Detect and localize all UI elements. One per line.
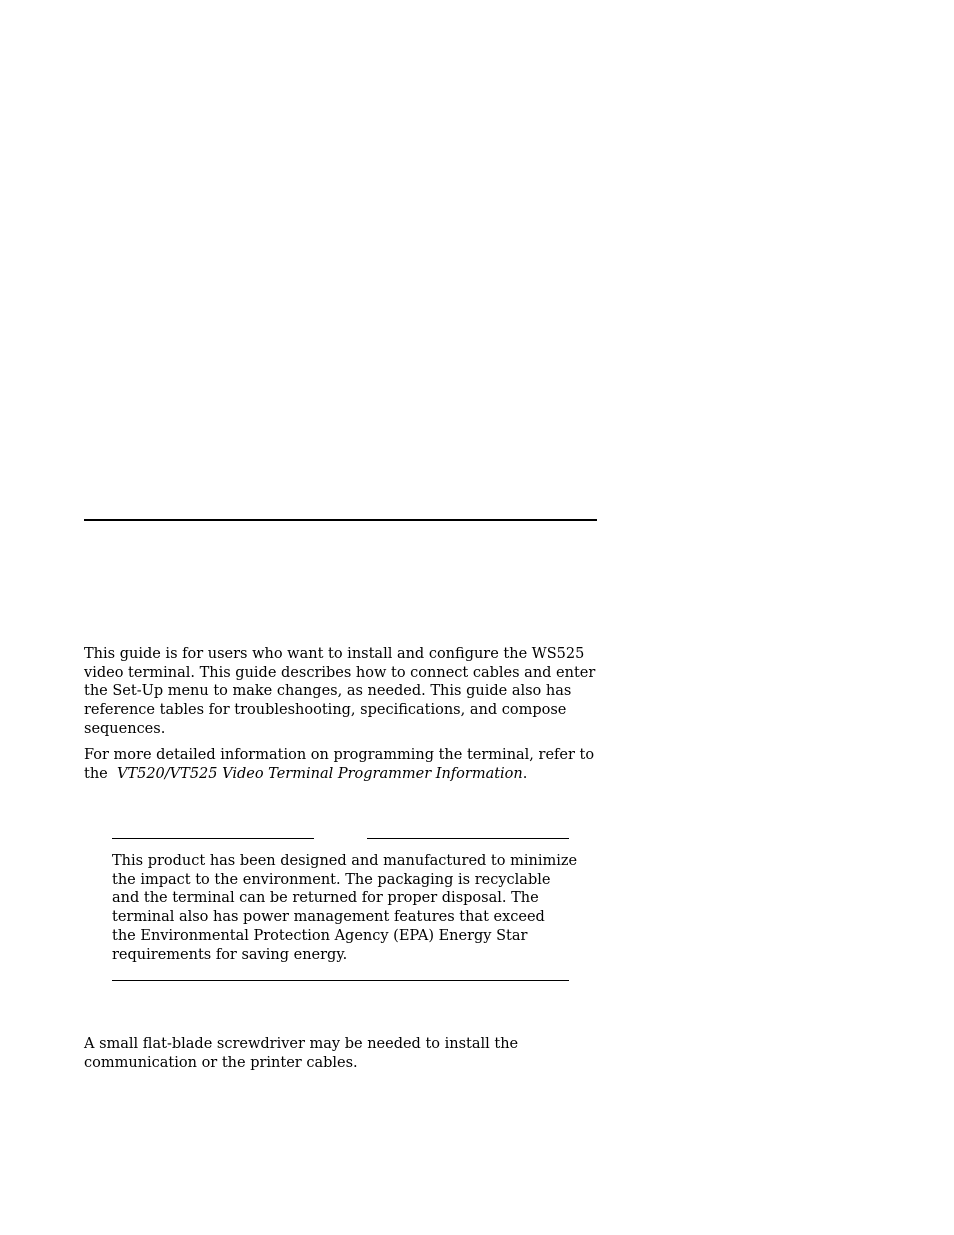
more-info-paragraph bbox=[84, 746, 624, 783]
note-line: and the terminal can be returned for proper disposal. The bbox=[112, 890, 539, 907]
more-info-suffix: . bbox=[522, 765, 528, 782]
note-line: the Environmental Protection Agency (EPA) Energy Star bbox=[112, 927, 528, 944]
note-line: the impact to the environment. The packaging is recyclable bbox=[112, 871, 551, 888]
more-info-prefix: the bbox=[84, 765, 113, 782]
tools-line: communication or the printer cables. bbox=[84, 1054, 358, 1071]
note-rule-bottom bbox=[112, 980, 569, 981]
note-paragraph bbox=[112, 852, 592, 964]
title-rule bbox=[84, 519, 597, 521]
more-info-line: For more detailed information on programming the terminal, refer to bbox=[84, 747, 595, 763]
more-info-line bbox=[84, 765, 624, 784]
intro-line: the Set-Up menu to make changes, as needed. This guide also has bbox=[84, 683, 572, 700]
note-line: terminal also has power management features that exceed bbox=[112, 909, 545, 926]
reference-title: VT520/VT525 Video Terminal Programmer Information bbox=[116, 765, 523, 782]
note-line: requirements for saving energy. bbox=[112, 946, 348, 963]
tools-paragraph bbox=[84, 1035, 624, 1072]
note-rule-left bbox=[112, 838, 314, 839]
note-line: This product has been designed and manufactured to minimize bbox=[112, 853, 578, 869]
intro-line: reference tables for troubleshooting, specifications, and compose bbox=[84, 702, 567, 719]
intro-line: video terminal. This guide describes how to connect cables and enter bbox=[84, 664, 596, 681]
tools-line: A small flat-blade screwdriver may be needed to install the bbox=[84, 1036, 519, 1052]
note-rule-right bbox=[367, 838, 569, 839]
intro-line: This guide is for users who want to install and configure the WS525 bbox=[84, 646, 585, 662]
intro-paragraph bbox=[84, 645, 624, 739]
intro-line: sequences. bbox=[84, 720, 166, 737]
